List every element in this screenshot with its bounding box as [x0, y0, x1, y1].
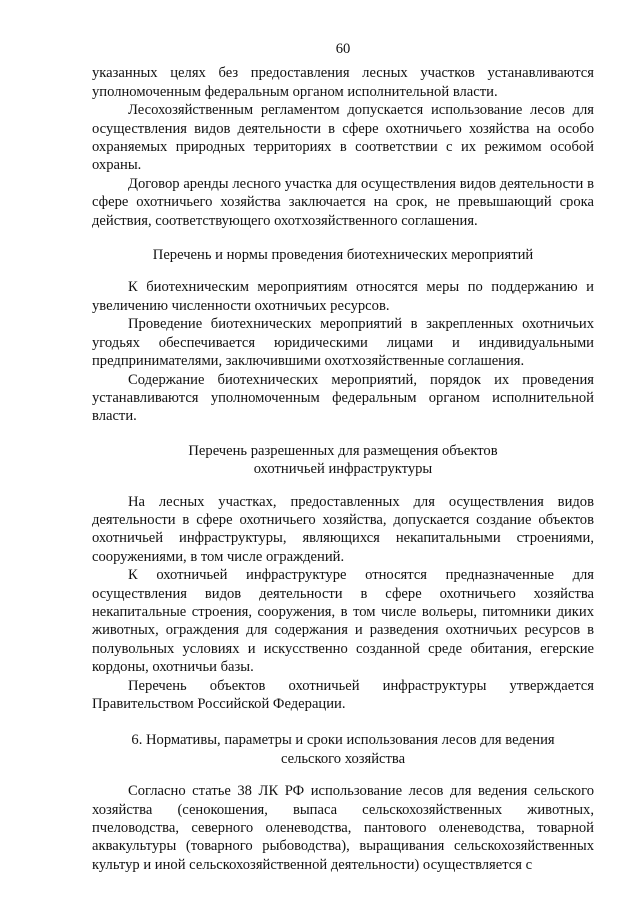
section-heading-infrastructure [92, 442, 594, 479]
paragraph: К охотничьей инфраструктуре относятся предназначенные для осуществления видов деятельности в сфере охотничьего хозяйства некапитальные строения, сооружения, в том числе вольеры, питомники диких животных, ограждения для содержания и разведения охотничьих ресурсов в полувольных условиях и искусственно созданной среде обитания, егерские кордоны, охотничьи базы. [92, 567, 594, 676]
heading-line: Перечень разрешенных для размещения объектов [188, 442, 498, 459]
heading-line: сельского хозяйства [280, 750, 406, 767]
paragraph: Договор аренды лесного участка для осуществления видов деятельности в сфере охотничьего хозяйства заключается на срок, не превышающий срока действия, соответствующего охотхозяйственного соглашения. [92, 175, 594, 229]
paragraph: Перечень объектов охотничьей инфраструктуры утверждается Правительством Российской Федерации. [92, 677, 594, 712]
paragraph: Проведение биотехнических мероприятий в закрепленных охотничьих угодьях обеспечивается юридическими лицами и индивидуальными предпринимателями, заключившими охотхозяйственные соглашения. [92, 316, 594, 370]
heading-line: Перечень и нормы проведения биотехнических мероприятий [152, 247, 534, 264]
section-heading-agriculture [92, 731, 594, 768]
paragraph: К биотехническим мероприятиям относятся меры по поддержанию и увеличению численности охотничьих ресурсов. [92, 279, 594, 314]
heading-line: 6. Нормативы, параметры и сроки использования лесов для ведения [131, 732, 555, 749]
paragraph: Содержание биотехнических мероприятий, порядок их проведения устанавливаются уполномоченным федеральным органом исполнительной власти. [92, 371, 594, 425]
heading-line: охотничьей инфраструктуры [253, 461, 433, 478]
paragraph: Лесохозяйственным регламентом допускается использование лесов для осуществления видов деятельности в сфере охотничьего хозяйства на особо охраняемых природных территориях в соответствии с их режимом особой охраны. [92, 102, 594, 174]
paragraph: На лесных участках, предоставленных для осуществления видов деятельности в сфере охотничьего хозяйства, допускается создание объектов охотничьей инфраструктуры, являющихся некапитальными строениями, сооружениями, в том числе ограждений. [92, 493, 594, 565]
paragraph-continuation: указанных целях без предоставления лесных участков устанавливаются уполномоченным федеральным органом исполнительной власти. [92, 65, 594, 100]
page-number: 60 [335, 41, 351, 57]
section-heading-biotech [92, 246, 594, 264]
paragraph: Согласно статье 38 ЛК РФ использование лесов для ведения сельского хозяйства (сенокошения, выпаса сельскохозяйственных животных, пчеловодства, северного оленеводства, пантового оленеводства, товарной аквакультуры (товарного рыбоводства), выращивания сельскохозяйственных культур и иной сельскохозяйственной деятельности) осуществляется с [92, 783, 594, 873]
